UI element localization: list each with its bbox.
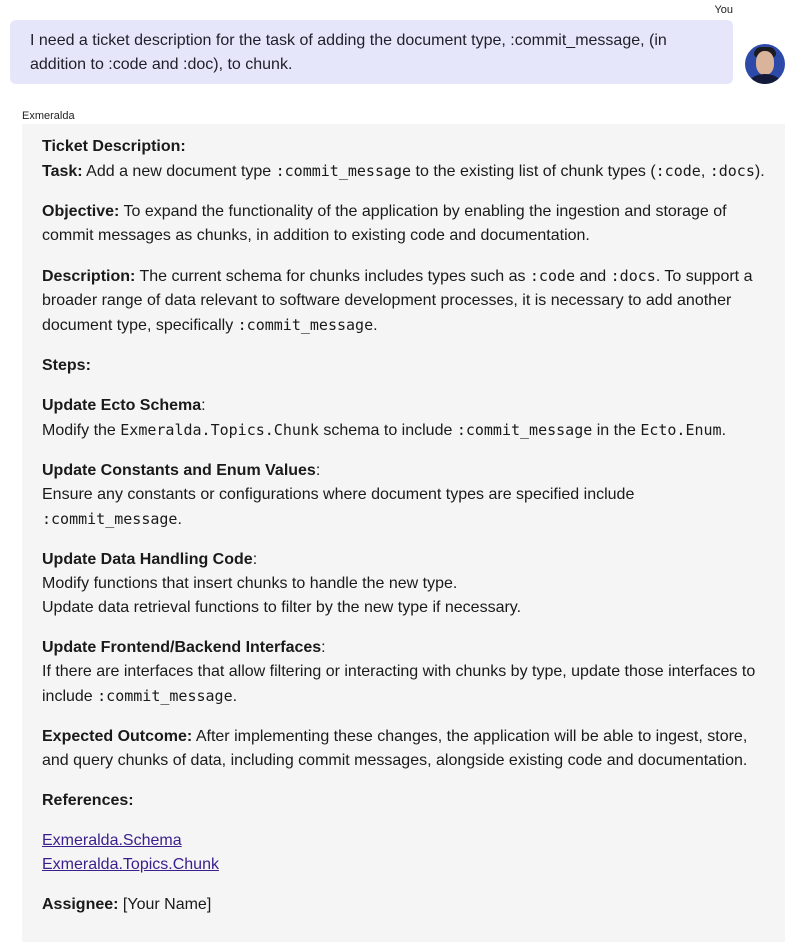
assignee-paragraph: Assignee: [Your Name] [42,896,212,913]
steps-heading: Steps: [42,357,91,374]
ticket-heading: Ticket Description: [42,138,186,155]
step-update-interfaces: Update Frontend/Backend Interfaces: If there are interfaces that allow filtering or interacting with chunks by type, update those interfaces to include :commit_message. [42,639,756,705]
user-message: I need a ticket description for the task of adding the document type, :commit_message, (in addition to :code and :doc), to chunk. [10,20,733,84]
reference-link-schema[interactable]: Exmeralda.Schema [42,832,182,849]
user-name-label: You [714,4,733,16]
task-paragraph: Task: Add a new document type :commit_message to the existing list of chunk types (:code, :docs). [42,162,765,180]
references-heading: References: [42,792,134,809]
step-update-ecto-schema: Update Ecto Schema: Modify the Exmeralda.Topics.Chunk schema to include :commit_message in the Ecto.Enum. [42,397,727,439]
expected-outcome-paragraph: Expected Outcome: After implementing these changes, the application will be able to ingest, store, and query chunks of data, including commit messages, alongside existing code and documentation. [42,728,748,769]
bot-name-label: Exmeralda [22,110,75,122]
step-update-data-handling: Update Data Handling Code: Modify functions that insert chunks to handle the new type. Update data retrieval functions to filter by the new type if necessary. [42,551,522,616]
references-list [42,829,765,877]
reference-link-topics-chunk[interactable]: Exmeralda.Topics.Chunk [42,856,219,873]
objective-paragraph: Objective: To expand the functionality of the application by enabling the ingestion and storage of commit messages as chunks, in addition to existing code and documentation. [42,203,727,244]
user-avatar [745,44,785,84]
step-update-constants: Update Constants and Enum Values: Ensure any constants or configurations where document types are specified include :commit_message. [42,462,635,528]
description-paragraph: Description: The current schema for chunks includes types such as :code and :docs. To support a broader range of data relevant to software development processes, it is necessary to add another document type, specifically :commit_message. [42,267,753,334]
bot-message [22,124,785,942]
